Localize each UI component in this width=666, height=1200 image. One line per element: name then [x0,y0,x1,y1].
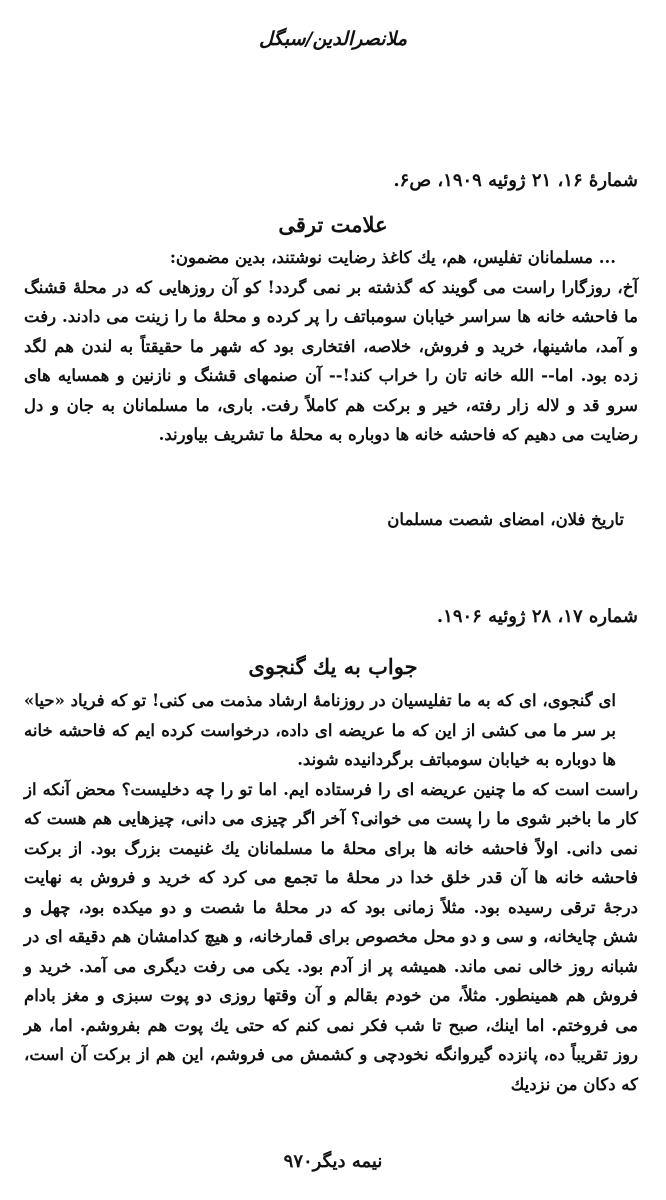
section1-signature-line: تاریخ فلان، امضای شصت مسلمان [387,510,624,529]
section1-paragraph: آخ، روزگارا راست می گویند كه گذشته بر نمی گردد! كو آن روزهایی كه در محلهٔ قشنگ ما فاحشه خانه ها سراسر خیابان سومباتف را پر كرده و محلهٔ ما را زینت می دادند. رفت و آمد، ماشینها، خرید و فروش، خلاصه، افتخاری بود كه شهر ما حقیقتاً به لندن هم لگد زده بود. اما-- الله خانه تان را خراب كند!-- آن صنمهای قشنگ و نازنین و همسایه های سرو قد و لاله زار رفته، خیر و بركت هم كاملاً رفت. باری، ما مسلمانان به جان و دل رضایت می دهیم كه فاحشه خانه ها دوباره به محلهٔ ما تشریف بیاورند. [24,277,638,444]
section2-body [24,686,638,1099]
section1-lead: ... مسلمانان تفلیس، هم، یك كاغذ رضایت نوشتند، بدین مضمون: [169,248,616,267]
section2-paragraph-2: راست است كه ما چنین عریضه ای را فرستاده ایم. اما تو را چه دخلیست؟ محض آنكه از كار ما باخبر شوی ما را پست می خوانی؟ آخر اگر چیزی می دانی، چیزهایی هم هست كه نمی دانی. اولاً فاحشه خانه ها برای محلهٔ ما مسلمانان یك غنیمت بزرگ بود. از بركت فاحشه خانه ها آن قدر خلق خدا در محلهٔ ما تجمع می كرد كه خرید و فروش به نهایت درجهٔ ترقی رسیده بود. مثلاً زمانی بود كه در محلهٔ ما شصت و دو میكده بود، چهل و شش چایخانه، و سی و دو محل مخصوص برای قمارخانه، و هیچ كدامشان هم دقیقه ای در شبانه روز خالی نمی ماند. همیشه پر از آدم بود. یكی می رفت دیگری می آمد. خرید و فروش هم همینطور. مثلاً، من خودم بقالم و آن وقتها روزی دو پوت سبزی و مغز بادام می فروختم. اما اینك، صبح تا شب فكر نمی كنم كه حتی یك پوت هم بفروشم. اما، هر روز تقریباً ده، پانزده گیروانگه نخودچی و كشمش می فروشم، این هم از بركت آن است، كه دكان من نزدیك [24,779,638,1094]
section1-body [24,243,638,450]
section2-paragraph-1: ای گنجوی، ای كه به ما تفلیسیان در روزنامهٔ ارشاد مذمت می كنی! تو كه فریاد «حیا» بر سر ما می كشی از این كه ما عریضه ای داده، درخواست كرده ایم كه فاحشه خانه ها دوباره به خیابان سومباتف برگردانیده شوند. [24,691,616,769]
section2-title: جواب به یك گنجوی [248,654,418,679]
section2-date: شماره ۱۷، ۲۸ ژوئیه ۱۹۰۶. [436,606,638,627]
page-footer: نیمه دیگر۹۷۰ [283,1151,383,1172]
section1-signature [40,505,624,535]
running-header: ملانصرالدین/سبگل [258,28,408,50]
section1-date: شمارهٔ ۱۶، ۲۱ ژوئیه ۱۹۰۹، ص۶. [393,170,638,191]
section1-title: علامت ترقی [278,212,388,237]
